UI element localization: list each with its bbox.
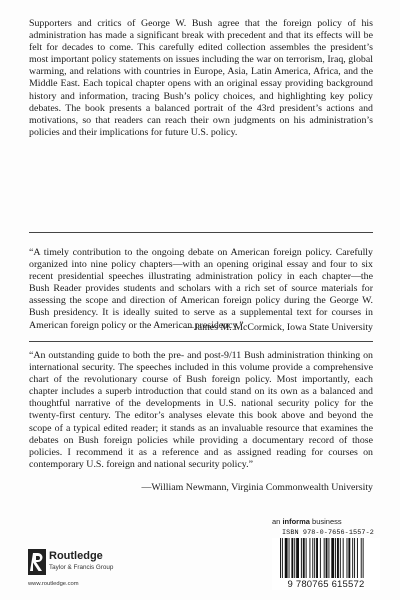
- informa-business-tagline: an informa business: [272, 517, 342, 526]
- review-quote-1: “A timely contribution to the ongoing debate on American foreign policy. Carefully organized into nine policy chapters—with an opening original essay and four to six recent presidential speeches illustrating administration policy in each chapter—the Bush Reader provides students and scholars with a rich set of source materials for assessing the scope and direction of American foreign policy during the George W. Bush presidency. It is ideally suited to serve as a supplemental text for courses in American foreign policy or the American presidency.”: [29, 247, 373, 331]
- publisher-url[interactable]: www.routledge.com: [28, 581, 79, 587]
- barcode-number: 9 780765 615572: [287, 579, 365, 590]
- divider-top: [29, 232, 373, 233]
- isbn-label: ISBN 978-0-7656-1557-2: [282, 529, 374, 537]
- review-attribution-1: —James M. McCormick, Iowa State University: [184, 322, 373, 333]
- book-description: Supporters and critics of George W. Bush agree that the foreign policy of his administration has made a significant break with precedent and that its effects will be felt for decades to come. This carefully edited collection assembles the president’s most important policy statements on issues including the war on terrorism, Iraq, global warming, and relations with countries in Europe, Asia, Latin America, Africa, and the Middle East. Each topical chapter opens with an original essay providing background history and information, tracing Bush’s policy choices, and highlighting key policy debates. The book presents a balanced portrait of the 43rd president’s actions and motivations, so that readers can reach their own judgments on his administration’s policies and their implications for future U.S. policy.: [29, 18, 373, 138]
- routledge-logo: [28, 549, 148, 583]
- isbn-barcode: [272, 538, 380, 590]
- publisher-name: Routledge: [49, 550, 103, 562]
- review-quote-2: “An outstanding guide to both the pre- and post-9/11 Bush administration thinking on international security. The speeches included in this volume provide a comprehensive chart of the revolutionary course of Bush foreign policy. Most importantly, each chapter includes a superb introduction that could stand on its own as a balanced and thoughtful narrative of the developments in U.S. national security policy for the twenty-first century. The editor’s analyses elevate this book above and beyond the scope of a typical edited reader; it stands as an invaluable resource that examines the debates on Bush foreign policies while providing a documentary record of those policies. I recommend it as a reference and as assigned reading for courses on contemporary U.S. foreign and national security policy.”: [29, 350, 373, 470]
- routledge-logo-icon: [28, 549, 46, 575]
- publisher-subname: Taylor & Francis Group: [49, 564, 114, 571]
- divider-middle: [29, 341, 373, 342]
- review-attribution-2: —William Newmann, Virginia Commonwealth University: [141, 482, 373, 493]
